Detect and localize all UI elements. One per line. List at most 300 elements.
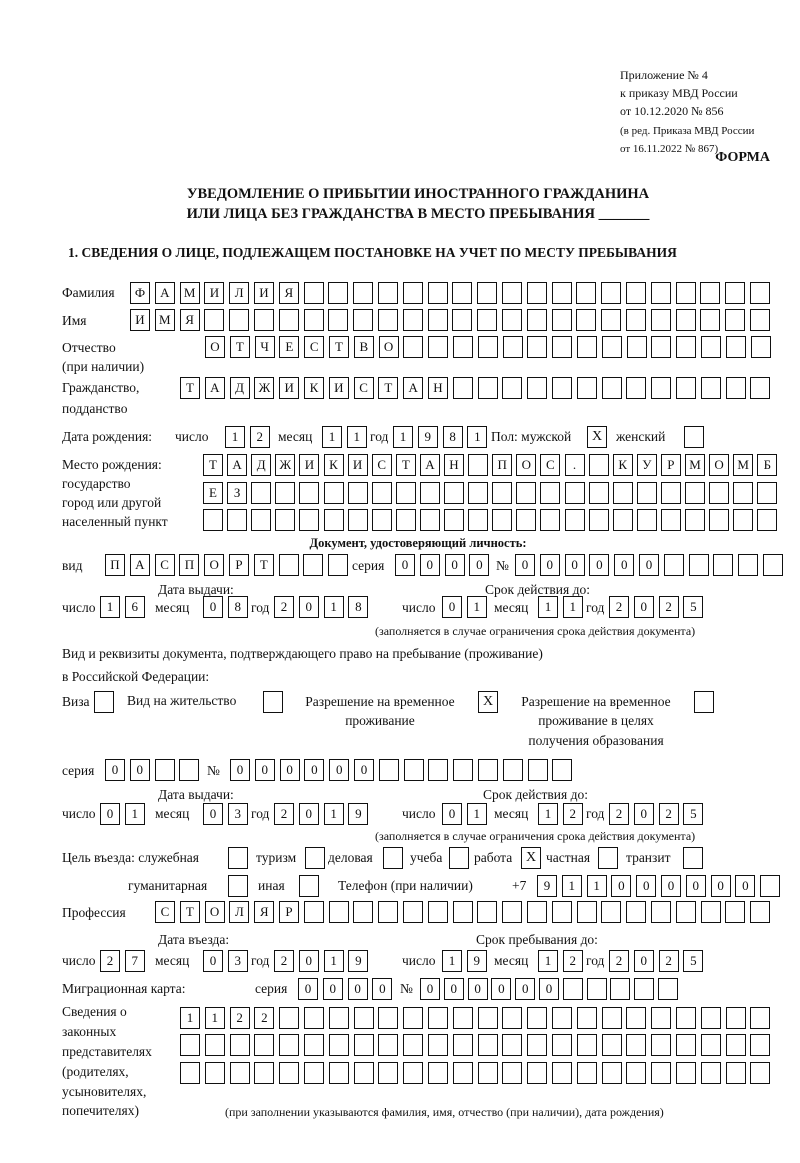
char-cell[interactable]: И	[279, 377, 299, 399]
char-cell[interactable]: 0	[299, 803, 319, 825]
char-cell[interactable]	[651, 1007, 671, 1029]
char-cell[interactable]: 0	[686, 875, 706, 897]
char-cell[interactable]	[279, 1062, 299, 1084]
char-cell[interactable]	[527, 901, 547, 923]
char-cell[interactable]: Р	[229, 554, 249, 576]
char-cell[interactable]: 7	[125, 950, 145, 972]
char-cell[interactable]	[627, 336, 647, 358]
char-cell[interactable]	[502, 282, 522, 304]
char-cell[interactable]	[676, 309, 696, 331]
char-cell[interactable]	[254, 1034, 274, 1056]
char-cell[interactable]: 2	[100, 950, 120, 972]
char-cell[interactable]	[709, 482, 729, 504]
char-cell[interactable]	[661, 509, 681, 531]
char-cell[interactable]: А	[420, 454, 440, 476]
char-cell[interactable]	[613, 509, 633, 531]
char-cell[interactable]: А	[403, 377, 423, 399]
char-cell[interactable]	[751, 336, 771, 358]
char-cell[interactable]	[527, 1007, 547, 1029]
char-cell[interactable]	[205, 1034, 225, 1056]
char-cell[interactable]	[601, 309, 621, 331]
char-cell[interactable]	[304, 282, 324, 304]
char-cell[interactable]: Ж	[254, 377, 274, 399]
char-cell[interactable]	[453, 1062, 473, 1084]
char-cell[interactable]: Т	[396, 454, 416, 476]
char-cell[interactable]: А	[130, 554, 150, 576]
char-cell[interactable]	[468, 509, 488, 531]
char-cell[interactable]	[685, 509, 705, 531]
char-cell[interactable]	[279, 554, 299, 576]
char-cell[interactable]	[379, 759, 399, 781]
char-cell[interactable]	[378, 901, 398, 923]
char-cell[interactable]	[502, 309, 522, 331]
char-cell[interactable]	[577, 1034, 597, 1056]
char-cell[interactable]: 0	[255, 759, 275, 781]
char-cell[interactable]	[750, 1062, 770, 1084]
char-cell[interactable]: Н	[428, 377, 448, 399]
char-cell[interactable]	[726, 377, 746, 399]
char-cell[interactable]: 2	[563, 950, 583, 972]
char-cell[interactable]	[626, 1007, 646, 1029]
char-cell[interactable]	[527, 1062, 547, 1084]
char-cell[interactable]	[180, 1034, 200, 1056]
char-cell[interactable]	[303, 554, 323, 576]
char-cell[interactable]: .	[565, 454, 585, 476]
char-cell[interactable]: 1	[324, 803, 344, 825]
char-cell[interactable]: 2	[274, 803, 294, 825]
char-cell[interactable]	[602, 1007, 622, 1029]
char-cell[interactable]	[324, 509, 344, 531]
char-cell[interactable]: 0	[442, 596, 462, 618]
char-cell[interactable]: Т	[230, 336, 250, 358]
char-cell[interactable]	[203, 509, 223, 531]
residence-checkbox[interactable]	[263, 691, 283, 713]
char-cell[interactable]: 1	[125, 803, 145, 825]
char-cell[interactable]	[179, 759, 199, 781]
char-cell[interactable]: 2	[609, 950, 629, 972]
char-cell[interactable]: 0	[539, 978, 559, 1000]
char-cell[interactable]: Д	[230, 377, 250, 399]
char-cell[interactable]: 1	[322, 426, 342, 448]
char-cell[interactable]	[626, 377, 646, 399]
visa-checkbox[interactable]	[94, 691, 114, 713]
char-cell[interactable]: 0	[203, 950, 223, 972]
char-cell[interactable]	[651, 1062, 671, 1084]
char-cell[interactable]: 1	[180, 1007, 200, 1029]
char-cell[interactable]	[453, 336, 473, 358]
char-cell[interactable]	[725, 282, 745, 304]
char-cell[interactable]	[428, 1007, 448, 1029]
temp-residence-edu-checkbox[interactable]	[694, 691, 714, 713]
char-cell[interactable]	[205, 1062, 225, 1084]
char-cell[interactable]	[251, 509, 271, 531]
char-cell[interactable]: К	[613, 454, 633, 476]
char-cell[interactable]	[378, 1034, 398, 1056]
char-cell[interactable]	[403, 309, 423, 331]
char-cell[interactable]: Л	[229, 282, 249, 304]
char-cell[interactable]	[701, 377, 721, 399]
char-cell[interactable]	[328, 309, 348, 331]
char-cell[interactable]	[552, 901, 572, 923]
char-cell[interactable]	[155, 759, 175, 781]
char-cell[interactable]	[428, 309, 448, 331]
char-cell[interactable]	[700, 282, 720, 304]
char-cell[interactable]	[565, 509, 585, 531]
char-cell[interactable]	[610, 978, 630, 1000]
char-cell[interactable]	[651, 901, 671, 923]
char-cell[interactable]	[378, 309, 398, 331]
char-cell[interactable]: 0	[280, 759, 300, 781]
char-cell[interactable]: 8	[443, 426, 463, 448]
char-cell[interactable]: 9	[467, 950, 487, 972]
char-cell[interactable]	[516, 509, 536, 531]
char-cell[interactable]: 8	[228, 596, 248, 618]
char-cell[interactable]: 0	[299, 596, 319, 618]
char-cell[interactable]: Ф	[130, 282, 150, 304]
char-cell[interactable]: Д	[251, 454, 271, 476]
char-cell[interactable]: 2	[230, 1007, 250, 1029]
purpose-service-checkbox[interactable]	[228, 847, 248, 869]
char-cell[interactable]: 0	[634, 596, 654, 618]
char-cell[interactable]	[477, 901, 497, 923]
char-cell[interactable]: О	[379, 336, 399, 358]
char-cell[interactable]: Т	[378, 377, 398, 399]
char-cell[interactable]	[329, 1034, 349, 1056]
char-cell[interactable]: П	[492, 454, 512, 476]
char-cell[interactable]: 3	[228, 950, 248, 972]
char-cell[interactable]: 2	[274, 596, 294, 618]
char-cell[interactable]: 8	[348, 596, 368, 618]
purpose-transit-checkbox[interactable]	[683, 847, 703, 869]
char-cell[interactable]: 0	[442, 803, 462, 825]
char-cell[interactable]: М	[685, 454, 705, 476]
char-cell[interactable]: Р	[661, 454, 681, 476]
char-cell[interactable]: 0	[329, 759, 349, 781]
char-cell[interactable]	[478, 1007, 498, 1029]
char-cell[interactable]: 0	[661, 875, 681, 897]
char-cell[interactable]: 9	[537, 875, 557, 897]
char-cell[interactable]: 0	[299, 950, 319, 972]
char-cell[interactable]	[477, 309, 497, 331]
char-cell[interactable]	[279, 1007, 299, 1029]
char-cell[interactable]: О	[205, 336, 225, 358]
char-cell[interactable]	[304, 309, 324, 331]
purpose-humanitarian-checkbox[interactable]	[228, 875, 248, 897]
char-cell[interactable]	[230, 1062, 250, 1084]
char-cell[interactable]	[651, 309, 671, 331]
char-cell[interactable]: И	[299, 454, 319, 476]
char-cell[interactable]: П	[105, 554, 125, 576]
char-cell[interactable]	[676, 1034, 696, 1056]
female-checkbox[interactable]	[684, 426, 704, 448]
char-cell[interactable]: О	[204, 554, 224, 576]
char-cell[interactable]: К	[324, 454, 344, 476]
char-cell[interactable]	[428, 336, 448, 358]
char-cell[interactable]	[378, 282, 398, 304]
char-cell[interactable]	[453, 759, 473, 781]
char-cell[interactable]: 2	[563, 803, 583, 825]
char-cell[interactable]	[468, 482, 488, 504]
char-cell[interactable]	[204, 309, 224, 331]
char-cell[interactable]: 0	[372, 978, 392, 1000]
char-cell[interactable]	[577, 1062, 597, 1084]
char-cell[interactable]	[685, 482, 705, 504]
char-cell[interactable]: 0	[711, 875, 731, 897]
char-cell[interactable]: 2	[609, 803, 629, 825]
char-cell[interactable]	[637, 482, 657, 504]
char-cell[interactable]	[701, 1034, 721, 1056]
char-cell[interactable]	[552, 309, 572, 331]
char-cell[interactable]: 2	[659, 803, 679, 825]
char-cell[interactable]: Т	[329, 336, 349, 358]
char-cell[interactable]	[528, 759, 548, 781]
char-cell[interactable]: 0	[420, 554, 440, 576]
char-cell[interactable]	[587, 978, 607, 1000]
char-cell[interactable]: 0	[634, 803, 654, 825]
char-cell[interactable]	[503, 336, 523, 358]
char-cell[interactable]: 0	[735, 875, 755, 897]
char-cell[interactable]	[576, 309, 596, 331]
char-cell[interactable]	[577, 1007, 597, 1029]
char-cell[interactable]	[713, 554, 733, 576]
char-cell[interactable]	[420, 509, 440, 531]
char-cell[interactable]	[452, 282, 472, 304]
char-cell[interactable]	[676, 282, 696, 304]
char-cell[interactable]	[738, 554, 758, 576]
char-cell[interactable]	[354, 1062, 374, 1084]
char-cell[interactable]	[444, 482, 464, 504]
char-cell[interactable]: Ж	[275, 454, 295, 476]
char-cell[interactable]: 1	[467, 426, 487, 448]
char-cell[interactable]: А	[155, 282, 175, 304]
char-cell[interactable]: Л	[229, 901, 249, 923]
char-cell[interactable]: З	[227, 482, 247, 504]
char-cell[interactable]: 1	[467, 803, 487, 825]
char-cell[interactable]	[453, 377, 473, 399]
char-cell[interactable]: 1	[538, 596, 558, 618]
char-cell[interactable]	[353, 309, 373, 331]
char-cell[interactable]: Е	[203, 482, 223, 504]
char-cell[interactable]	[577, 336, 597, 358]
char-cell[interactable]	[403, 282, 423, 304]
char-cell[interactable]	[757, 509, 777, 531]
char-cell[interactable]	[760, 875, 780, 897]
char-cell[interactable]	[502, 1034, 522, 1056]
char-cell[interactable]	[502, 1007, 522, 1029]
char-cell[interactable]	[552, 282, 572, 304]
char-cell[interactable]: 0	[636, 875, 656, 897]
char-cell[interactable]	[329, 1007, 349, 1029]
char-cell[interactable]	[750, 282, 770, 304]
char-cell[interactable]	[601, 282, 621, 304]
char-cell[interactable]	[552, 1062, 572, 1084]
char-cell[interactable]: 0	[540, 554, 560, 576]
char-cell[interactable]	[404, 759, 424, 781]
char-cell[interactable]: 0	[130, 759, 150, 781]
char-cell[interactable]: 0	[304, 759, 324, 781]
char-cell[interactable]: 0	[614, 554, 634, 576]
char-cell[interactable]	[180, 1062, 200, 1084]
char-cell[interactable]: О	[709, 454, 729, 476]
purpose-tourism-checkbox[interactable]	[305, 847, 325, 869]
char-cell[interactable]	[540, 509, 560, 531]
char-cell[interactable]: М	[733, 454, 753, 476]
char-cell[interactable]: 0	[444, 978, 464, 1000]
char-cell[interactable]	[701, 1007, 721, 1029]
char-cell[interactable]	[651, 282, 671, 304]
char-cell[interactable]	[676, 377, 696, 399]
char-cell[interactable]: К	[304, 377, 324, 399]
char-cell[interactable]: М	[180, 282, 200, 304]
char-cell[interactable]: 1	[442, 950, 462, 972]
char-cell[interactable]	[279, 309, 299, 331]
char-cell[interactable]	[563, 978, 583, 1000]
char-cell[interactable]	[354, 1007, 374, 1029]
male-checkbox[interactable]: X	[587, 426, 607, 448]
char-cell[interactable]: 9	[348, 950, 368, 972]
char-cell[interactable]	[299, 482, 319, 504]
char-cell[interactable]	[601, 901, 621, 923]
char-cell[interactable]	[577, 901, 597, 923]
char-cell[interactable]: С	[304, 336, 324, 358]
char-cell[interactable]	[304, 1034, 324, 1056]
char-cell[interactable]	[763, 554, 783, 576]
char-cell[interactable]	[279, 1034, 299, 1056]
char-cell[interactable]	[602, 1034, 622, 1056]
char-cell[interactable]	[275, 509, 295, 531]
char-cell[interactable]: 0	[100, 803, 120, 825]
char-cell[interactable]	[589, 509, 609, 531]
char-cell[interactable]: 0	[515, 978, 535, 1000]
char-cell[interactable]	[602, 336, 622, 358]
char-cell[interactable]	[658, 978, 678, 1000]
char-cell[interactable]	[676, 1007, 696, 1029]
char-cell[interactable]	[492, 482, 512, 504]
purpose-work-checkbox[interactable]: X	[521, 847, 541, 869]
char-cell[interactable]: Б	[757, 454, 777, 476]
char-cell[interactable]	[503, 759, 523, 781]
char-cell[interactable]	[540, 482, 560, 504]
char-cell[interactable]	[552, 336, 572, 358]
char-cell[interactable]	[626, 901, 646, 923]
char-cell[interactable]: 0	[611, 875, 631, 897]
char-cell[interactable]	[689, 554, 709, 576]
char-cell[interactable]	[527, 309, 547, 331]
char-cell[interactable]: 0	[105, 759, 125, 781]
char-cell[interactable]	[378, 1007, 398, 1029]
char-cell[interactable]	[577, 377, 597, 399]
char-cell[interactable]: С	[354, 377, 374, 399]
char-cell[interactable]	[676, 1062, 696, 1084]
char-cell[interactable]	[634, 978, 654, 1000]
char-cell[interactable]	[602, 377, 622, 399]
char-cell[interactable]	[478, 1034, 498, 1056]
char-cell[interactable]	[477, 282, 497, 304]
char-cell[interactable]	[589, 482, 609, 504]
char-cell[interactable]: 1	[562, 875, 582, 897]
char-cell[interactable]: 0	[348, 978, 368, 1000]
char-cell[interactable]: 5	[683, 950, 703, 972]
char-cell[interactable]	[651, 377, 671, 399]
char-cell[interactable]	[527, 1034, 547, 1056]
char-cell[interactable]: С	[155, 554, 175, 576]
char-cell[interactable]: 1	[347, 426, 367, 448]
char-cell[interactable]	[565, 482, 585, 504]
char-cell[interactable]	[396, 509, 416, 531]
char-cell[interactable]	[453, 1034, 473, 1056]
purpose-private-checkbox[interactable]	[598, 847, 618, 869]
char-cell[interactable]	[348, 482, 368, 504]
char-cell[interactable]	[403, 1062, 423, 1084]
char-cell[interactable]	[651, 1034, 671, 1056]
char-cell[interactable]	[750, 901, 770, 923]
char-cell[interactable]: 1	[225, 426, 245, 448]
char-cell[interactable]	[602, 1062, 622, 1084]
char-cell[interactable]: И	[348, 454, 368, 476]
char-cell[interactable]	[478, 759, 498, 781]
char-cell[interactable]: 5	[683, 596, 703, 618]
char-cell[interactable]	[726, 1034, 746, 1056]
char-cell[interactable]	[453, 1007, 473, 1029]
char-cell[interactable]	[251, 482, 271, 504]
char-cell[interactable]	[516, 482, 536, 504]
char-cell[interactable]	[502, 901, 522, 923]
char-cell[interactable]: П	[179, 554, 199, 576]
char-cell[interactable]	[676, 336, 696, 358]
char-cell[interactable]	[492, 509, 512, 531]
char-cell[interactable]	[726, 336, 746, 358]
char-cell[interactable]: 1	[205, 1007, 225, 1029]
char-cell[interactable]: А	[205, 377, 225, 399]
char-cell[interactable]	[589, 454, 609, 476]
char-cell[interactable]	[304, 901, 324, 923]
char-cell[interactable]	[478, 1062, 498, 1084]
char-cell[interactable]: Т	[180, 377, 200, 399]
char-cell[interactable]	[428, 901, 448, 923]
char-cell[interactable]: С	[372, 454, 392, 476]
char-cell[interactable]	[328, 282, 348, 304]
char-cell[interactable]	[750, 309, 770, 331]
char-cell[interactable]: 0	[354, 759, 374, 781]
char-cell[interactable]: 2	[659, 950, 679, 972]
char-cell[interactable]	[304, 1007, 324, 1029]
char-cell[interactable]: 0	[230, 759, 250, 781]
char-cell[interactable]	[757, 482, 777, 504]
char-cell[interactable]	[478, 336, 498, 358]
char-cell[interactable]: 1	[538, 950, 558, 972]
char-cell[interactable]	[329, 901, 349, 923]
char-cell[interactable]: 0	[468, 978, 488, 1000]
char-cell[interactable]	[230, 1034, 250, 1056]
char-cell[interactable]: У	[637, 454, 657, 476]
char-cell[interactable]	[354, 1034, 374, 1056]
char-cell[interactable]: 0	[323, 978, 343, 1000]
char-cell[interactable]	[428, 1034, 448, 1056]
char-cell[interactable]: 0	[491, 978, 511, 1000]
char-cell[interactable]	[701, 1062, 721, 1084]
char-cell[interactable]	[304, 1062, 324, 1084]
char-cell[interactable]	[478, 377, 498, 399]
char-cell[interactable]	[275, 482, 295, 504]
char-cell[interactable]: И	[130, 309, 150, 331]
char-cell[interactable]	[453, 901, 473, 923]
char-cell[interactable]	[527, 336, 547, 358]
char-cell[interactable]	[700, 309, 720, 331]
char-cell[interactable]	[725, 309, 745, 331]
char-cell[interactable]	[428, 282, 448, 304]
char-cell[interactable]: Т	[203, 454, 223, 476]
char-cell[interactable]: 0	[589, 554, 609, 576]
